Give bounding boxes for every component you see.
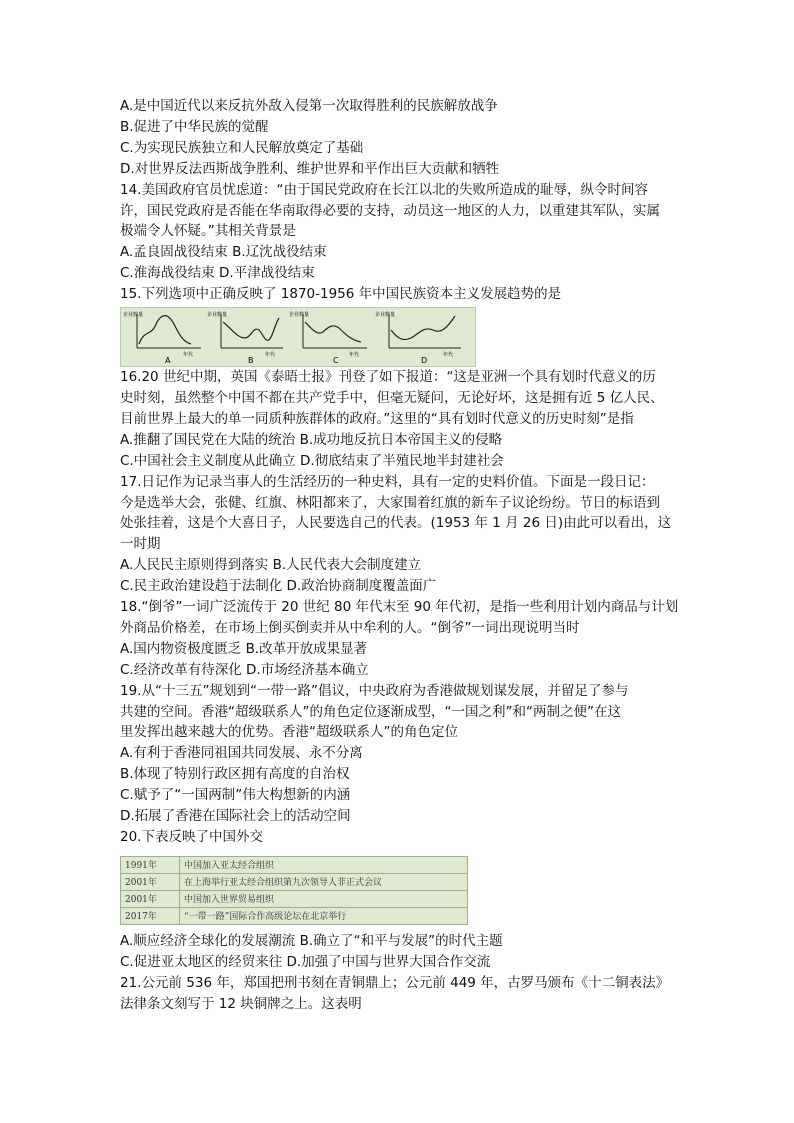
question-17-text: 一时期 — [120, 536, 161, 553]
table-cell-event: “一带一路”国际合作高级论坛在北京举行 — [180, 907, 468, 924]
curve-panel-a — [123, 311, 201, 365]
option-line: D.拓展了香港在国际社会上的活动空间 — [120, 808, 351, 825]
option-line: B.体现了特别行政区拥有高度的自治权 — [120, 766, 350, 783]
question-17-text: 今是选举大会，张健、红旗、林阳都来了，大家围着红旗的新车子议论纷纷。节日的标语到 — [120, 494, 660, 511]
option-line: A.顺应经济全球化的发展潮流 B.确立了“和平与发展”的时代主题 — [120, 932, 503, 949]
block-1 — [120, 96, 680, 305]
option-line: A.有利于香港同祖国共同发展、永不分离 — [120, 745, 363, 762]
table-row — [121, 856, 468, 873]
curve-label-c: C — [333, 356, 339, 366]
curve-label-b: B — [248, 356, 254, 366]
curve-xlabel: 年代 — [443, 352, 454, 359]
question-17-text: 17.日记作为记录当事人的生活经历的一种史料，具有一定的史料价值。下面是一段日记： — [120, 473, 655, 490]
option-line: C.淮海战役结束 D.平津战役结束 — [120, 265, 315, 282]
trend-curves-svg — [121, 308, 475, 366]
question-19-text: 里发挥出越来越大的优势。香港“超级联系人”的角色定位 — [120, 724, 458, 741]
question-16-text: 史时刻，虽然整个中国不都在共产党手中，但毫无疑问，无论好坏，这是拥有近 5 亿人民、 — [120, 389, 664, 406]
question-18-text: 外商品价格差，在市场上倒买倒卖并从中牟利的人。“倒爷”一词出现说明当时 — [120, 619, 580, 636]
diplomacy-table-wrap — [120, 856, 468, 925]
option-line: A.是中国近代以来反抗外敌入侵第一次取得胜利的民族解放战争 — [120, 98, 498, 114]
curve-ylabel: 企业数量 — [289, 312, 310, 319]
block-3 — [120, 931, 680, 1015]
table-cell-year: 1991年 — [121, 856, 180, 873]
option-line: C.为实现民族独立和人民解放奠定了基础 — [120, 139, 364, 156]
question-16-text: 16.20 世纪中期，英国《泰晤士报》刊登了如下报道：“这是亚洲一个具有划时代意义的历 — [120, 369, 656, 386]
curve-xlabel: 年代 — [183, 352, 194, 359]
table-cell-event: 中国加入世界贸易组织 — [180, 890, 468, 907]
curve-ylabel: 企业数量 — [207, 312, 228, 319]
question-18-text: 18.“倒爷”一词广泛流传于 20 世纪 80 年代末至 90 年代初，是指一些利用计划内商品与计划 — [120, 599, 679, 616]
question-17-text: 处张挂着，这是个大喜日子，人民要选自己的代表。(1953 年 1 月 26 日)由此可以看出，这 — [120, 515, 672, 532]
option-line: A.国内物资极度匮乏 B.改革开放成果显著 — [120, 640, 368, 657]
curve-xlabel: 年代 — [265, 352, 276, 359]
question-14-text: 许，国民党政府是否能在华南取得必要的支持，动员这一地区的人力，以重建其军队，实属 — [120, 202, 660, 219]
diplomacy-table — [120, 856, 468, 925]
table-row — [121, 907, 468, 924]
option-line: B.促进了中华民族的觉醒 — [120, 118, 269, 135]
curve-label-d: D — [421, 356, 428, 366]
curve-ylabel: 企业数量 — [375, 312, 396, 319]
question-19-text: 19.从“十三五”规划到“一带一路”倡议，中央政府为香港做规划谋发展，并留足了参与 — [120, 682, 629, 699]
option-line: C.促进亚太地区的经贸来往 D.加强了中国与世界大国合作交流 — [120, 953, 491, 970]
table-cell-year: 2001年 — [121, 890, 180, 907]
question-19-text: 共建的空间。香港“超级联系人”的角色定位逐渐成型，“一国之利”和“两制之便”在这 — [120, 703, 621, 720]
option-line: C.民主政治建设趋于法制化 D.政治协商制度覆盖面广 — [120, 578, 437, 595]
question-21-text: 21.公元前 536 年，郑国把刑书刻在青铜鼎上；公元前 449 年，古罗马颁布《十二铜表法》 — [120, 974, 670, 991]
curve-panel-b — [207, 311, 283, 365]
option-line: A.推翻了国民党在大陆的统治 B.成功地反抗日本帝国主义的侵略 — [120, 431, 503, 448]
question-16-text: 目前世界上最大的单一同质种族群体的政府。”这里的“具有划时代意义的历史时刻”是指 — [120, 410, 634, 427]
question-14-text: 极端令人怀疑。”其相关背景是 — [120, 223, 296, 240]
curve-panel-d — [375, 311, 461, 365]
option-line: C.经济改革有待深化 D.市场经济基本确立 — [120, 661, 369, 678]
exam-page — [120, 96, 680, 1015]
table-cell-year: 2017年 — [121, 907, 180, 924]
trend-curves-figure — [120, 307, 680, 367]
option-line: A.孟良固战役结束 B.辽沈战役结束 — [120, 244, 327, 261]
block-2 — [120, 367, 680, 848]
option-line: D.对世界反法西斯战争胜利、维护世界和平作出巨大贡献和牺牲 — [120, 160, 500, 177]
table-cell-year: 2001年 — [121, 873, 180, 890]
option-line: A.人民民主原则得到落实 B.人民代表大会制度建立 — [120, 557, 422, 574]
question-20-text: 20.下表反映了中国外交 — [120, 829, 263, 845]
table-row — [121, 873, 468, 890]
curve-ylabel: 企业数量 — [123, 312, 144, 319]
option-line: C.中国社会主义制度从此确立 D.彻底结束了半殖民地半封建社会 — [120, 452, 504, 469]
table-cell-event: 中国加入亚太经合组织 — [180, 856, 468, 873]
question-21-text: 法律条文刻写于 12 块铜牌之上。这表明 — [120, 995, 362, 1012]
table-cell-event: 在上海举行亚太经合组织第九次领导人非正式会议 — [180, 873, 468, 890]
option-line: C.赋予了“一国两制”伟大构想新的内涵 — [120, 787, 351, 804]
curve-xlabel: 年代 — [349, 352, 360, 359]
trend-curves-panel — [120, 307, 476, 367]
curve-panel-c — [289, 311, 367, 365]
curve-label-a: A — [165, 356, 171, 366]
table-row — [121, 890, 468, 907]
question-15-text: 15.下列选项中正确反映了 1870-1956 年中国民族资本主义发展趋势的是 — [120, 286, 562, 303]
question-14-text: 14.美国政府官员忧虑道：“由于国民党政府在长江以北的失败所造成的耻辱，纵令时间容 — [120, 181, 648, 198]
